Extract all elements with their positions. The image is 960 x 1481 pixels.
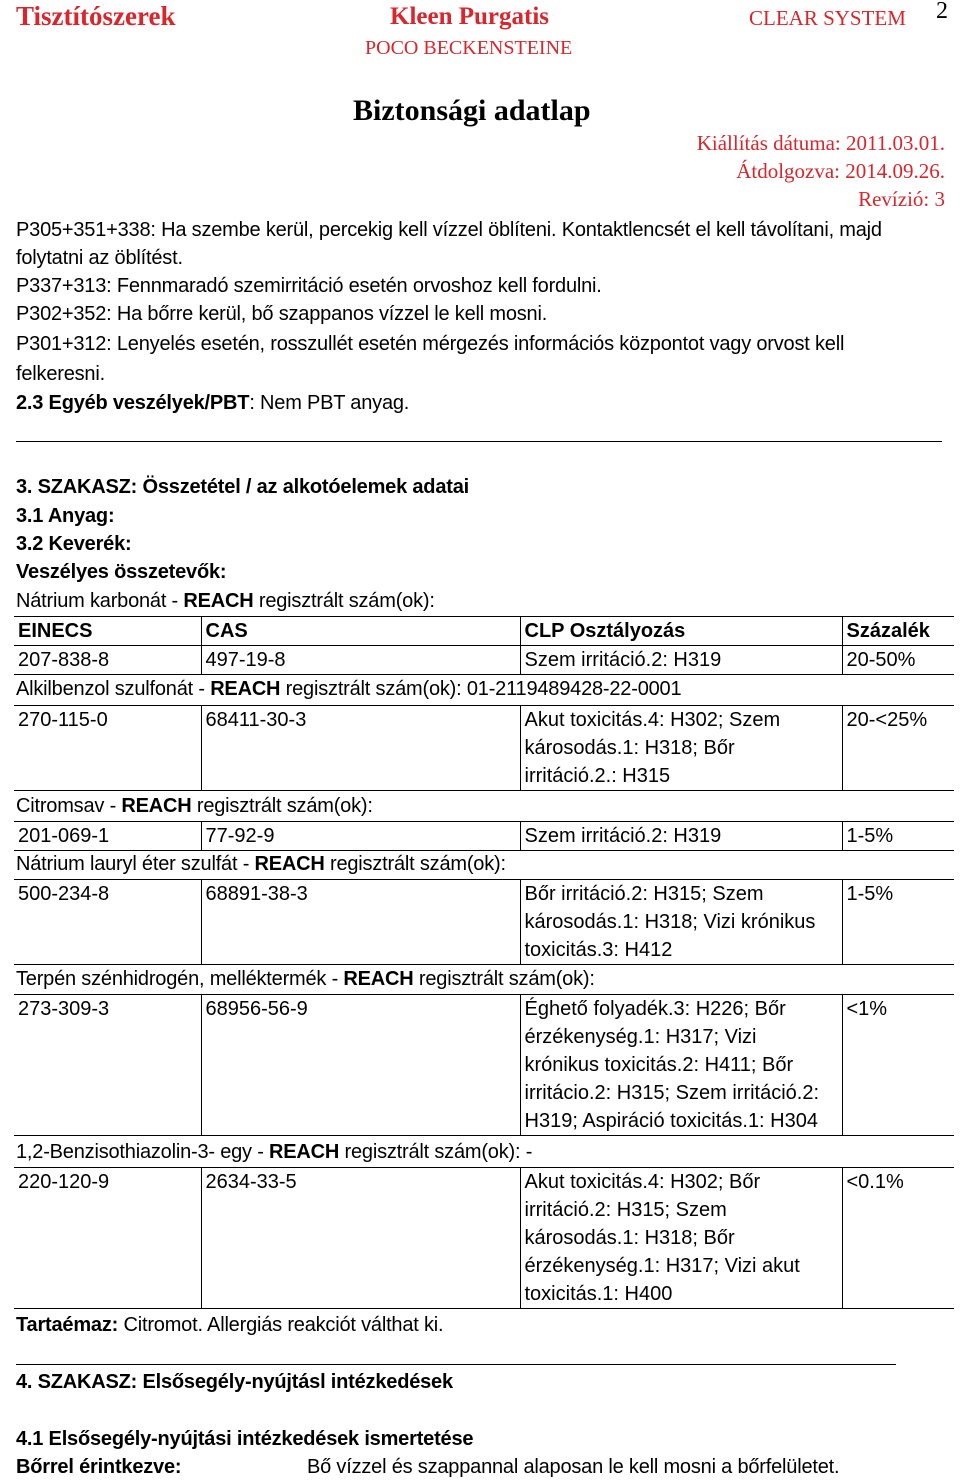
component-heading-6: 1,2-Benzisothiazolin-3- egy - REACH regisztrált szám(ok): - [16, 1141, 533, 1163]
col-cas: CAS [201, 617, 520, 646]
section3-mixture: 3.2 Keverék: [16, 533, 132, 555]
cas-cell: 2634-33-5 [201, 1168, 520, 1309]
table-row [14, 1168, 954, 1309]
precaution-p337: P337+313: Fennmaradó szemirritáció esetén orvoshoz kell fordulni. [16, 275, 602, 297]
precaution-p305-line2: folytatni az öblítést. [16, 247, 183, 269]
table-row [14, 822, 954, 851]
composition-table-6 [14, 1167, 954, 1309]
brand-right: CLEAR SYSTEM [749, 6, 906, 30]
einecs-cell: 273-309-3 [14, 995, 201, 1136]
table-row [14, 646, 954, 675]
precaution-p302: P302+352: Ha bőrre kerül, bő szappanos vízzel le kell mosni. [16, 303, 548, 325]
clp-cell: Szem irritáció.2: H319 [520, 646, 842, 675]
section4-title: 4. SZAKASZ: Elsősegély-nyújtásl intézkedések [16, 1371, 453, 1393]
cas-cell: 68891-38-3 [201, 880, 520, 965]
percent-cell: 20-50% [842, 646, 954, 675]
contains-value: Citromot. Allergiás reakciót válthat ki. [118, 1314, 444, 1336]
brand-center: Kleen Purgatis [390, 3, 550, 30]
other-hazards [16, 389, 409, 417]
contains-label: Tartaémaz: [16, 1314, 119, 1336]
hazardous-components-label: Veszélyes összetevők: [16, 561, 227, 583]
percent-cell: 1-5% [842, 822, 954, 851]
other-hazards-value: : Nem PBT anyag. [249, 392, 410, 414]
table-header-row [14, 617, 954, 646]
component-heading-2: Alkilbenzol szulfonát - REACH regisztrált szám(ok): 01-2119489428-22-0001 [16, 678, 682, 700]
precaution-p305-line1: P305+351+338: Ha szembe kerül, percekig kell vízzel öblíteni. Kontaktlencsét el kell távolítani, majd [16, 219, 882, 241]
table-row [14, 995, 954, 1136]
percent-cell: 20-<25% [842, 706, 954, 791]
section-divider-2 [16, 1364, 896, 1365]
table-row [14, 880, 954, 965]
precaution-p301-line1: P301+312: Lenyelés esetén, rosszullét esetén mérgezés információs központot vagy orvost kell [16, 333, 845, 355]
percent-cell: <1% [842, 995, 954, 1136]
section3-title: 3. SZAKASZ: Összetétel / az alkotóelemek adatai [16, 476, 469, 498]
brand-center-subtitle: POCO BECKENSTEINE [365, 37, 573, 59]
einecs-cell: 270-115-0 [14, 706, 201, 791]
revision: Revízió: 3 [858, 187, 945, 211]
other-hazards-label: 2.3 Egyéb veszélyek/PBT [16, 392, 250, 414]
revised-date: Átdolgozva: 2014.09.26. [736, 159, 945, 183]
composition-table-4 [14, 879, 954, 965]
clp-cell: Bőr irritáció.2: H315; Szem károsodás.1: H318; Vizi krónikus toxicitás.3: H412 [520, 880, 842, 965]
clp-cell: Szem irritáció.2: H319 [520, 822, 842, 851]
percent-cell: <0.1% [842, 1168, 954, 1309]
composition-table-2 [14, 705, 954, 791]
einecs-cell: 220-120-9 [14, 1168, 201, 1309]
issue-date: Kiállítás dátuma: 2011.03.01. [696, 131, 945, 155]
cas-cell: 497-19-8 [201, 646, 520, 675]
percent-cell: 1-5% [842, 880, 954, 965]
precaution-p301-line2: felkeresni. [16, 363, 105, 385]
composition-table [14, 616, 954, 675]
einecs-cell: 201-069-1 [14, 822, 201, 851]
einecs-cell: 207-838-8 [14, 646, 201, 675]
col-einecs: EINECS [14, 617, 201, 646]
component-heading-3: Citromsav - REACH regisztrált szám(ok): [16, 795, 373, 817]
composition-table-5 [14, 994, 954, 1136]
cas-cell: 77-92-9 [201, 822, 520, 851]
section4-subtitle: 4.1 Elsősegély-nyújtási intézkedések ismertetése [16, 1428, 474, 1450]
skin-contact-label: Bőrrel érintkezve: [16, 1456, 182, 1478]
page-number: 2 [936, 0, 948, 24]
col-clp: CLP Osztályozás [520, 617, 842, 646]
brand-left: Tisztítószerek [16, 1, 176, 31]
component-heading-1: Nátrium karbonát - REACH regisztrált szám(ok): [16, 590, 435, 612]
section3-substance: 3.1 Anyag: [16, 505, 115, 527]
cas-cell: 68411-30-3 [201, 706, 520, 791]
clp-cell: Akut toxicitás.4: H302; Szem károsodás.1: H318; Bőr irritáció.2.: H315 [520, 706, 842, 791]
table-row [14, 706, 954, 791]
component-heading-4: Nátrium lauryl éter szulfát - REACH regisztrált szám(ok): [16, 853, 506, 875]
clp-cell: Akut toxicitás.4: H302; Bőr irritáció.2: H315; Szem károsodás.1: H318; Bőr érzékenység.1: H317; Vizi akut toxicitás.1: H400 [520, 1168, 842, 1309]
col-percent: Százalék [842, 617, 954, 646]
section-divider [16, 441, 942, 442]
skin-contact-value: Bő vízzel és szappannal alaposan le kell mosni a bőrfelületet. [307, 1456, 840, 1478]
einecs-cell: 500-234-8 [14, 880, 201, 965]
cas-cell: 68956-56-9 [201, 995, 520, 1136]
component-heading-5: Terpén szénhidrogén, melléktermék - REACH regisztrált szám(ok): [16, 968, 595, 990]
document-title: Biztonsági adatlap [353, 94, 591, 127]
composition-table-3 [14, 821, 954, 851]
contains-note [16, 1311, 443, 1339]
clp-cell: Éghető folyadék.3: H226; Bőr érzékenység.1: H317; Vizi krónikus toxicitás.2: H411; Bőr irritácio.2: H315; Szem irritáció.2: H319; Aspiráció toxicitás.1: H304 [520, 995, 842, 1136]
